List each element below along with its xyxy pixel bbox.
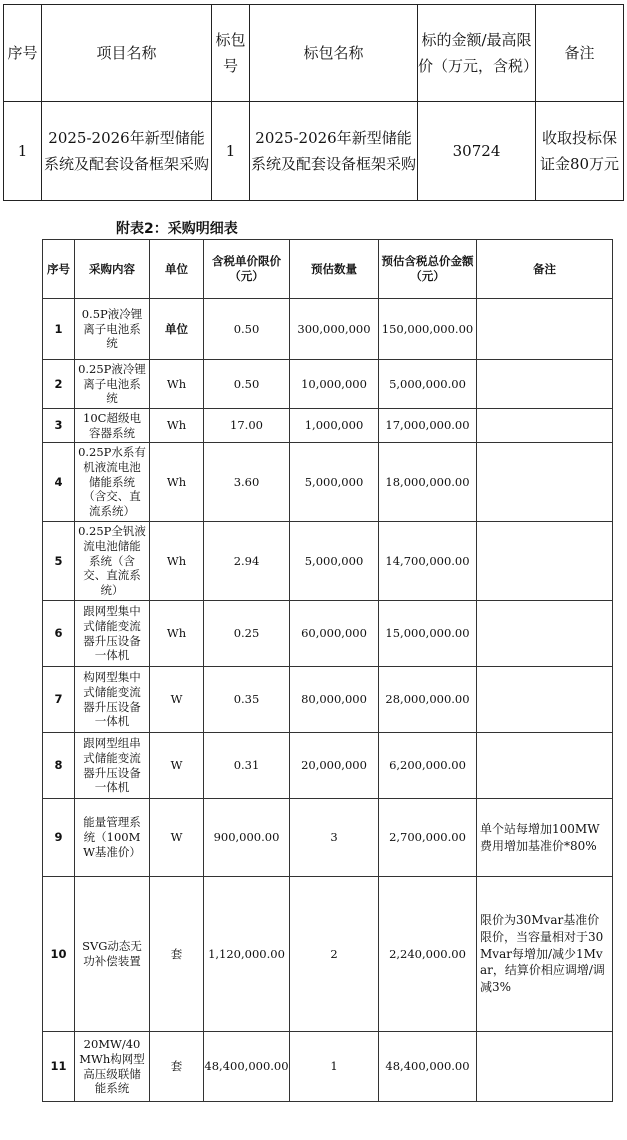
cell-remark	[477, 522, 613, 601]
cell-seq: 1	[43, 299, 75, 360]
cell-content: 能量管理系统（100MW基准价）	[75, 799, 150, 877]
cell-total: 6,200,000.00	[379, 733, 477, 799]
table-header-row	[43, 240, 613, 299]
cell-unit-price: 3.60	[204, 443, 290, 522]
table-row	[43, 360, 613, 409]
cell-unit-price: 48,400,000.00	[204, 1032, 290, 1102]
cell-unit: 单位	[150, 299, 204, 360]
cell-qty: 80,000,000	[290, 667, 379, 733]
cell-content: 0.25P全钒液流电池储能系统（含交、直流系统）	[75, 522, 150, 601]
cell-remark	[477, 299, 613, 360]
cell-unit: 套	[150, 1032, 204, 1102]
cell-seq: 10	[43, 877, 75, 1032]
table-row	[43, 443, 613, 522]
cell-remark	[477, 601, 613, 667]
cell-content: 20MW/40MWh构网型高压级联储能系统	[75, 1032, 150, 1102]
cell-remark: 单个站每增加100MW费用增加基准价*80%	[477, 799, 613, 877]
cell-content: 10C超级电容器系统	[75, 409, 150, 443]
header-project-name: 项目名称	[42, 5, 212, 102]
cell-lot-name: 2025-2026年新型储能系统及配套设备框架采购	[250, 102, 418, 201]
cell-unit: Wh	[150, 522, 204, 601]
header-remark: 备注	[536, 5, 624, 102]
header-total: 预估含税总价金额（元）	[379, 240, 477, 299]
cell-unit-price: 2.94	[204, 522, 290, 601]
cell-total: 17,000,000.00	[379, 409, 477, 443]
table-row	[43, 601, 613, 667]
cell-remark	[477, 733, 613, 799]
cell-project-name: 2025-2026年新型储能系统及配套设备框架采购	[42, 102, 212, 201]
cell-seq: 4	[43, 443, 75, 522]
cell-content: 0.5P液冷锂离子电池系统	[75, 299, 150, 360]
header-lot-name: 标包名称	[250, 5, 418, 102]
cell-remark: 限价为30Mvar基准价限价，当容量相对于30Mvar每增加/减少1Mvar，结算价相应调增/调减3%	[477, 877, 613, 1032]
cell-content: 跟网型组串式储能变流器升压设备一体机	[75, 733, 150, 799]
cell-remark: 收取投标保证金80万元	[536, 102, 624, 201]
cell-unit: Wh	[150, 601, 204, 667]
cell-qty: 60,000,000	[290, 601, 379, 667]
cell-total: 48,400,000.00	[379, 1032, 477, 1102]
cell-qty: 300,000,000	[290, 299, 379, 360]
cell-lot-no: 1	[212, 102, 250, 201]
cell-qty: 20,000,000	[290, 733, 379, 799]
cell-unit-price: 900,000.00	[204, 799, 290, 877]
header-remark: 备注	[477, 240, 613, 299]
cell-total: 2,240,000.00	[379, 877, 477, 1032]
tender-summary-table	[3, 4, 624, 201]
cell-remark	[477, 409, 613, 443]
table-row	[43, 522, 613, 601]
cell-content: 构网型集中式储能变流器升压设备一体机	[75, 667, 150, 733]
procurement-detail-table	[42, 239, 613, 1102]
header-lot-no: 标包号	[212, 5, 250, 102]
table-row	[43, 799, 613, 877]
cell-seq: 1	[4, 102, 42, 201]
cell-total: 18,000,000.00	[379, 443, 477, 522]
header-amount: 标的金额/最高限价（万元，含税）	[418, 5, 536, 102]
cell-qty: 1,000,000	[290, 409, 379, 443]
cell-seq: 11	[43, 1032, 75, 1102]
cell-qty: 2	[290, 877, 379, 1032]
cell-total: 14,700,000.00	[379, 522, 477, 601]
cell-content: SVG动态无功补偿装置	[75, 877, 150, 1032]
cell-unit: W	[150, 667, 204, 733]
cell-qty: 3	[290, 799, 379, 877]
cell-remark	[477, 360, 613, 409]
cell-remark	[477, 443, 613, 522]
cell-qty: 5,000,000	[290, 522, 379, 601]
cell-content: 跟网型集中式储能变流器升压设备一体机	[75, 601, 150, 667]
table-row	[4, 102, 624, 201]
cell-seq: 2	[43, 360, 75, 409]
cell-unit-price: 0.25	[204, 601, 290, 667]
header-qty: 预估数量	[290, 240, 379, 299]
cell-unit-price: 0.50	[204, 299, 290, 360]
cell-total: 28,000,000.00	[379, 667, 477, 733]
cell-total: 2,700,000.00	[379, 799, 477, 877]
cell-unit: W	[150, 733, 204, 799]
cell-seq: 5	[43, 522, 75, 601]
header-unit: 单位	[150, 240, 204, 299]
cell-qty: 10,000,000	[290, 360, 379, 409]
cell-amount: 30724	[418, 102, 536, 201]
cell-unit-price: 0.50	[204, 360, 290, 409]
cell-qty: 5,000,000	[290, 443, 379, 522]
cell-unit: Wh	[150, 360, 204, 409]
header-seq: 序号	[43, 240, 75, 299]
cell-seq: 6	[43, 601, 75, 667]
cell-unit: 套	[150, 877, 204, 1032]
cell-content: 0.25P液冷锂离子电池系统	[75, 360, 150, 409]
cell-remark	[477, 1032, 613, 1102]
table-row	[43, 299, 613, 360]
cell-unit-price: 0.31	[204, 733, 290, 799]
cell-qty: 1	[290, 1032, 379, 1102]
cell-seq: 3	[43, 409, 75, 443]
cell-unit-price: 17.00	[204, 409, 290, 443]
cell-content: 0.25P水系有机液流电池储能系统（含交、直流系统）	[75, 443, 150, 522]
table-row	[43, 877, 613, 1032]
table-row	[43, 667, 613, 733]
table-row	[43, 1032, 613, 1102]
cell-total: 15,000,000.00	[379, 601, 477, 667]
cell-unit: W	[150, 799, 204, 877]
cell-total: 5,000,000.00	[379, 360, 477, 409]
header-content: 采购内容	[75, 240, 150, 299]
cell-unit: Wh	[150, 409, 204, 443]
cell-seq: 7	[43, 667, 75, 733]
table-header-row	[4, 5, 624, 102]
table-row	[43, 733, 613, 799]
cell-remark	[477, 667, 613, 733]
cell-seq: 9	[43, 799, 75, 877]
cell-unit-price: 0.35	[204, 667, 290, 733]
header-unit-price: 含税单价限价（元）	[204, 240, 290, 299]
cell-total: 150,000,000.00	[379, 299, 477, 360]
table-row	[43, 409, 613, 443]
table-caption: 附表2：采购明细表	[116, 221, 238, 237]
header-seq: 序号	[4, 5, 42, 102]
cell-unit-price: 1,120,000.00	[204, 877, 290, 1032]
cell-seq: 8	[43, 733, 75, 799]
cell-unit: Wh	[150, 443, 204, 522]
